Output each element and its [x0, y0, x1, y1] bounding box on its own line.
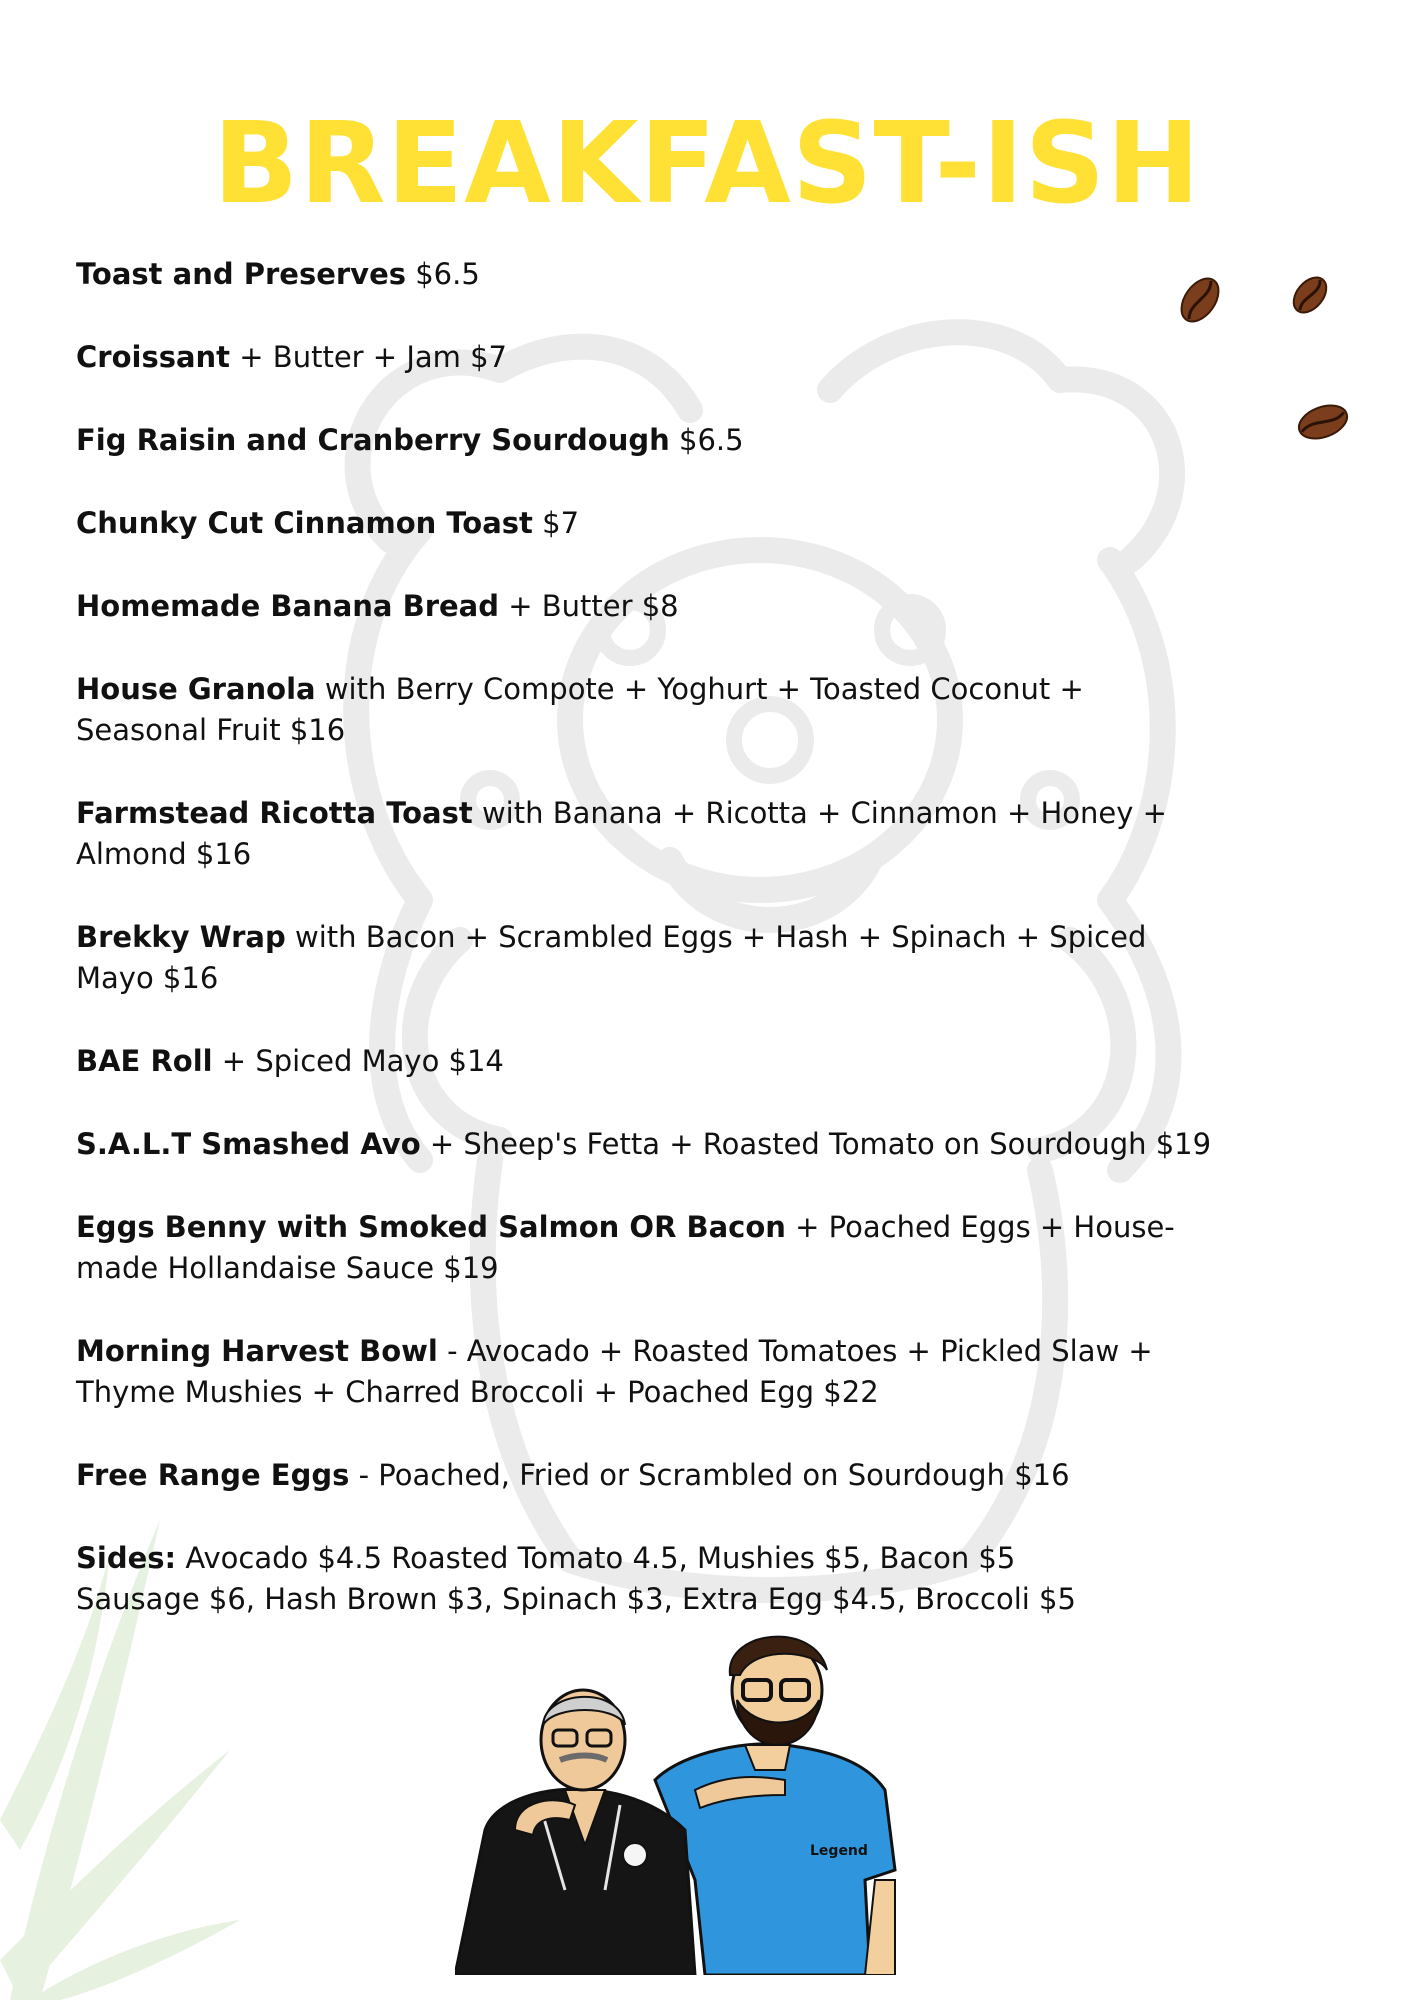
menu-item	[76, 1124, 1216, 1165]
menu-item	[76, 254, 1216, 295]
menu-item	[76, 1331, 1216, 1413]
menu-item-name: S.A.L.T Smashed Avo	[76, 1127, 421, 1161]
coffee-bean-icon	[1285, 270, 1335, 320]
menu-item-desc: with Banana + Ricotta + Cinnamon + Honey + Almond $16	[76, 796, 1167, 871]
menu-list	[76, 254, 1216, 1662]
menu-item-name: BAE Roll	[76, 1044, 213, 1078]
menu-item-name: Brekky Wrap	[76, 920, 286, 954]
menu-item-desc: $6.5	[669, 423, 744, 457]
menu-item-name: Farmstead Ricotta Toast	[76, 796, 473, 830]
sides-line-2: Sausage $6, Hash Brown $3, Spinach $3, Extra Egg $4.5, Broccoli $5	[76, 1582, 1076, 1616]
sides-label: Sides:	[76, 1541, 177, 1575]
page-title: BREAKFAST-ISH	[212, 99, 1202, 229]
menu-item	[76, 1455, 1216, 1496]
menu-item-name: Morning Harvest Bowl	[76, 1334, 438, 1368]
menu-item-name: Toast and Preserves	[76, 257, 407, 291]
menu-item-name: Homemade Banana Bread	[76, 589, 499, 623]
menu-item-desc: with Berry Compote + Yoghurt + Toasted Coconut + Seasonal Fruit $16	[76, 672, 1084, 747]
owners-illustration	[455, 1630, 925, 1975]
menu-item-desc: - Poached, Fried or Scrambled on Sourdough $16	[349, 1458, 1070, 1492]
menu-item-name: Chunky Cut Cinnamon Toast	[76, 506, 533, 540]
shirt-text: Legend	[810, 1843, 868, 1859]
menu-item-name: Croissant	[76, 340, 231, 374]
menu-item	[76, 1207, 1216, 1289]
menu-item-name: Free Range Eggs	[76, 1458, 350, 1492]
menu-item	[76, 503, 1216, 544]
sides-section	[76, 1538, 1216, 1620]
menu-item	[76, 917, 1216, 999]
menu-item-desc: - Avocado + Roasted Tomatoes + Pickled Slaw + Thyme Mushies + Charred Broccoli + Poached Egg $22	[76, 1334, 1153, 1409]
menu-item-desc: + Spiced Mayo $14	[212, 1044, 504, 1078]
menu-item-name: Fig Raisin and Cranberry Sourdough	[76, 423, 670, 457]
coffee-bean-icon	[1293, 392, 1353, 452]
menu-item-desc: + Butter + Jam $7	[230, 340, 508, 374]
menu-item	[76, 669, 1216, 751]
menu-item-desc: $6.5	[406, 257, 480, 291]
menu-item	[76, 420, 1216, 461]
menu-item	[76, 1041, 1216, 1082]
menu-item	[76, 586, 1216, 627]
menu-item-desc: $7	[532, 506, 580, 540]
menu-item-desc: with Bacon + Scrambled Eggs + Hash + Spinach + Spiced Mayo $16	[76, 920, 1147, 995]
menu-item	[76, 337, 1216, 378]
menu-item-name: Eggs Benny with Smoked Salmon OR Bacon	[76, 1210, 786, 1244]
menu-item-desc: + Butter $8	[499, 589, 679, 623]
menu-item-name: House Granola	[76, 672, 316, 706]
menu-item	[76, 793, 1216, 875]
sides-line-1: Avocado $4.5 Roasted Tomato 4.5, Mushies $5, Bacon $5	[176, 1541, 1016, 1575]
menu-item-desc: + Poached Eggs + House-made Hollandaise Sauce $19	[76, 1210, 1175, 1285]
menu-item-desc: + Sheep's Fetta + Roasted Tomato on Sourdough $19	[420, 1127, 1212, 1161]
